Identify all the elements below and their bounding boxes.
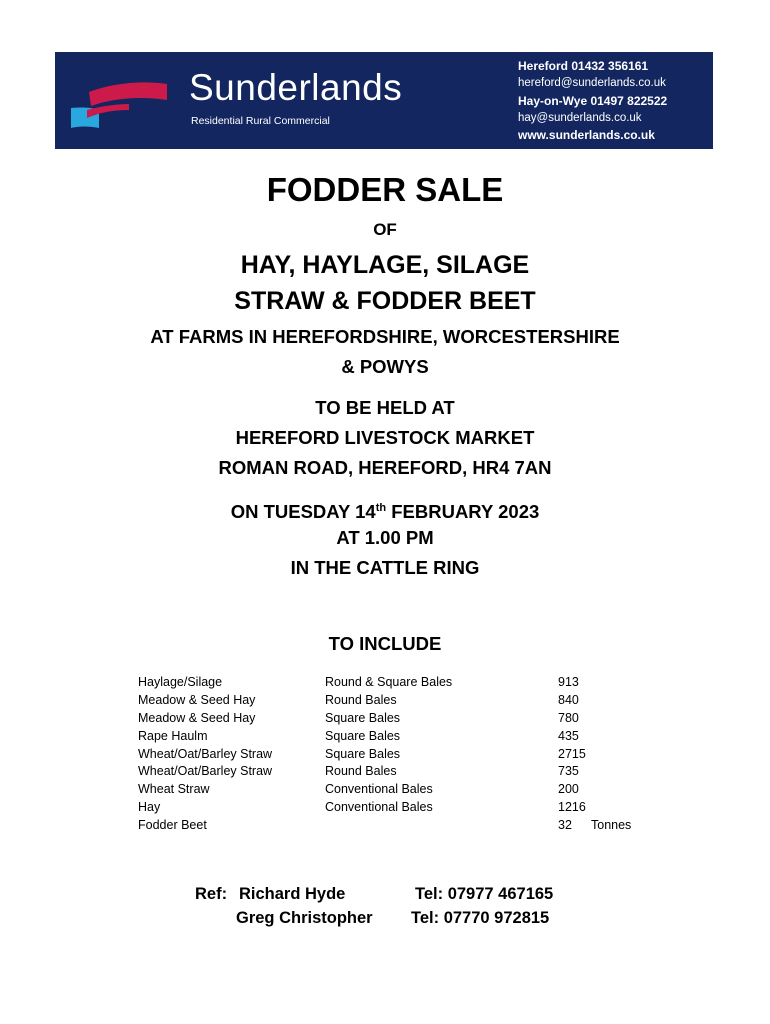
item-product: Meadow & Seed Hay bbox=[138, 692, 256, 707]
list-item bbox=[138, 763, 658, 781]
include-heading: TO INCLUDE bbox=[328, 633, 442, 654]
item-form: Round Bales bbox=[325, 692, 397, 707]
list-item bbox=[138, 781, 658, 799]
item-quantity: 840 bbox=[558, 692, 579, 707]
hereford-email[interactable]: hereford@sunderlands.co.uk bbox=[518, 77, 666, 90]
item-product: Wheat Straw bbox=[138, 782, 210, 797]
page-title: FODDER SALE bbox=[266, 171, 504, 208]
hay-phone: Hay-on-Wye 01497 822522 bbox=[518, 93, 668, 108]
item-product: Hay bbox=[138, 800, 161, 815]
list-item bbox=[138, 674, 658, 692]
list-item bbox=[138, 710, 658, 728]
item-product: Fodder Beet bbox=[138, 818, 207, 833]
item-product: Haylage/Silage bbox=[138, 675, 223, 689]
contact-name-1: Richard Hyde bbox=[239, 885, 346, 903]
item-form: Conventional Bales bbox=[325, 800, 433, 815]
sale-date-suffix: th bbox=[375, 502, 387, 514]
subtitle-line-2: STRAW & FODDER BEET bbox=[234, 287, 536, 315]
venue-line-1: TO BE HELD AT bbox=[315, 397, 455, 418]
contact-tel-2: Tel: 07770 972815 bbox=[411, 909, 550, 927]
farms-line-2: & POWYS bbox=[341, 356, 429, 377]
item-quantity: 32 bbox=[558, 818, 572, 833]
contact-name-2: Greg Christopher bbox=[236, 909, 373, 927]
farms-line-1: AT FARMS IN HEREFORDSHIRE, WORCESTERSHIRE bbox=[150, 326, 620, 347]
of-label: OF bbox=[373, 220, 397, 239]
list-item bbox=[138, 692, 658, 710]
office-contacts bbox=[518, 58, 708, 144]
fodder-item-list bbox=[138, 674, 658, 835]
item-form: Square Bales bbox=[325, 728, 401, 743]
contact-tel-1: Tel: 07977 467165 bbox=[415, 885, 554, 903]
sale-date-month: FEBRUARY 2023 bbox=[386, 501, 540, 523]
item-product: Meadow & Seed Hay bbox=[138, 710, 256, 725]
list-item bbox=[138, 817, 658, 835]
list-item bbox=[138, 728, 658, 746]
ref-label: Ref: bbox=[195, 885, 228, 903]
venue-line-2: HEREFORD LIVESTOCK MARKET bbox=[235, 427, 535, 448]
item-product: Wheat/Oat/Barley Straw bbox=[138, 764, 273, 779]
item-quantity: 2715 bbox=[558, 746, 586, 761]
item-quantity: 435 bbox=[558, 728, 579, 743]
item-quantity: 200 bbox=[558, 782, 579, 797]
item-form: Square Bales bbox=[325, 746, 401, 761]
hay-email[interactable]: hay@sunderlands.co.uk bbox=[518, 111, 642, 124]
header-banner bbox=[55, 52, 713, 149]
item-quantity: 780 bbox=[558, 710, 579, 725]
hereford-phone: Hereford 01432 356161 bbox=[518, 59, 649, 73]
brand-name: Sunderlands bbox=[189, 67, 403, 108]
item-form: Round & Square Bales bbox=[325, 675, 453, 689]
subtitle-line-1: HAY, HAYLAGE, SILAGE bbox=[240, 251, 530, 279]
brand-tagline: Residential Rural Commercial bbox=[191, 115, 330, 127]
website-link[interactable]: www.sunderlands.co.uk bbox=[518, 128, 655, 143]
item-form: Square Bales bbox=[325, 710, 401, 725]
item-unit: Tonnes bbox=[591, 818, 632, 833]
item-quantity: 735 bbox=[558, 764, 579, 779]
item-form: Round Bales bbox=[325, 764, 397, 779]
sale-date-day: ON TUESDAY 14 bbox=[230, 501, 376, 523]
item-quantity: 913 bbox=[558, 675, 579, 689]
item-product: Rape Haulm bbox=[138, 728, 208, 743]
item-product: Wheat/Oat/Barley Straw bbox=[138, 746, 273, 761]
list-item bbox=[138, 746, 658, 764]
item-quantity: 1216 bbox=[558, 800, 586, 815]
item-form: Conventional Bales bbox=[325, 782, 433, 797]
list-item bbox=[138, 799, 658, 817]
venue-line-3: ROMAN ROAD, HEREFORD, HR4 7AN bbox=[218, 457, 552, 478]
sale-time: AT 1.00 PM bbox=[336, 527, 434, 548]
sale-place: IN THE CATTLE RING bbox=[290, 557, 480, 578]
sunderlands-logo-icon bbox=[69, 70, 181, 134]
